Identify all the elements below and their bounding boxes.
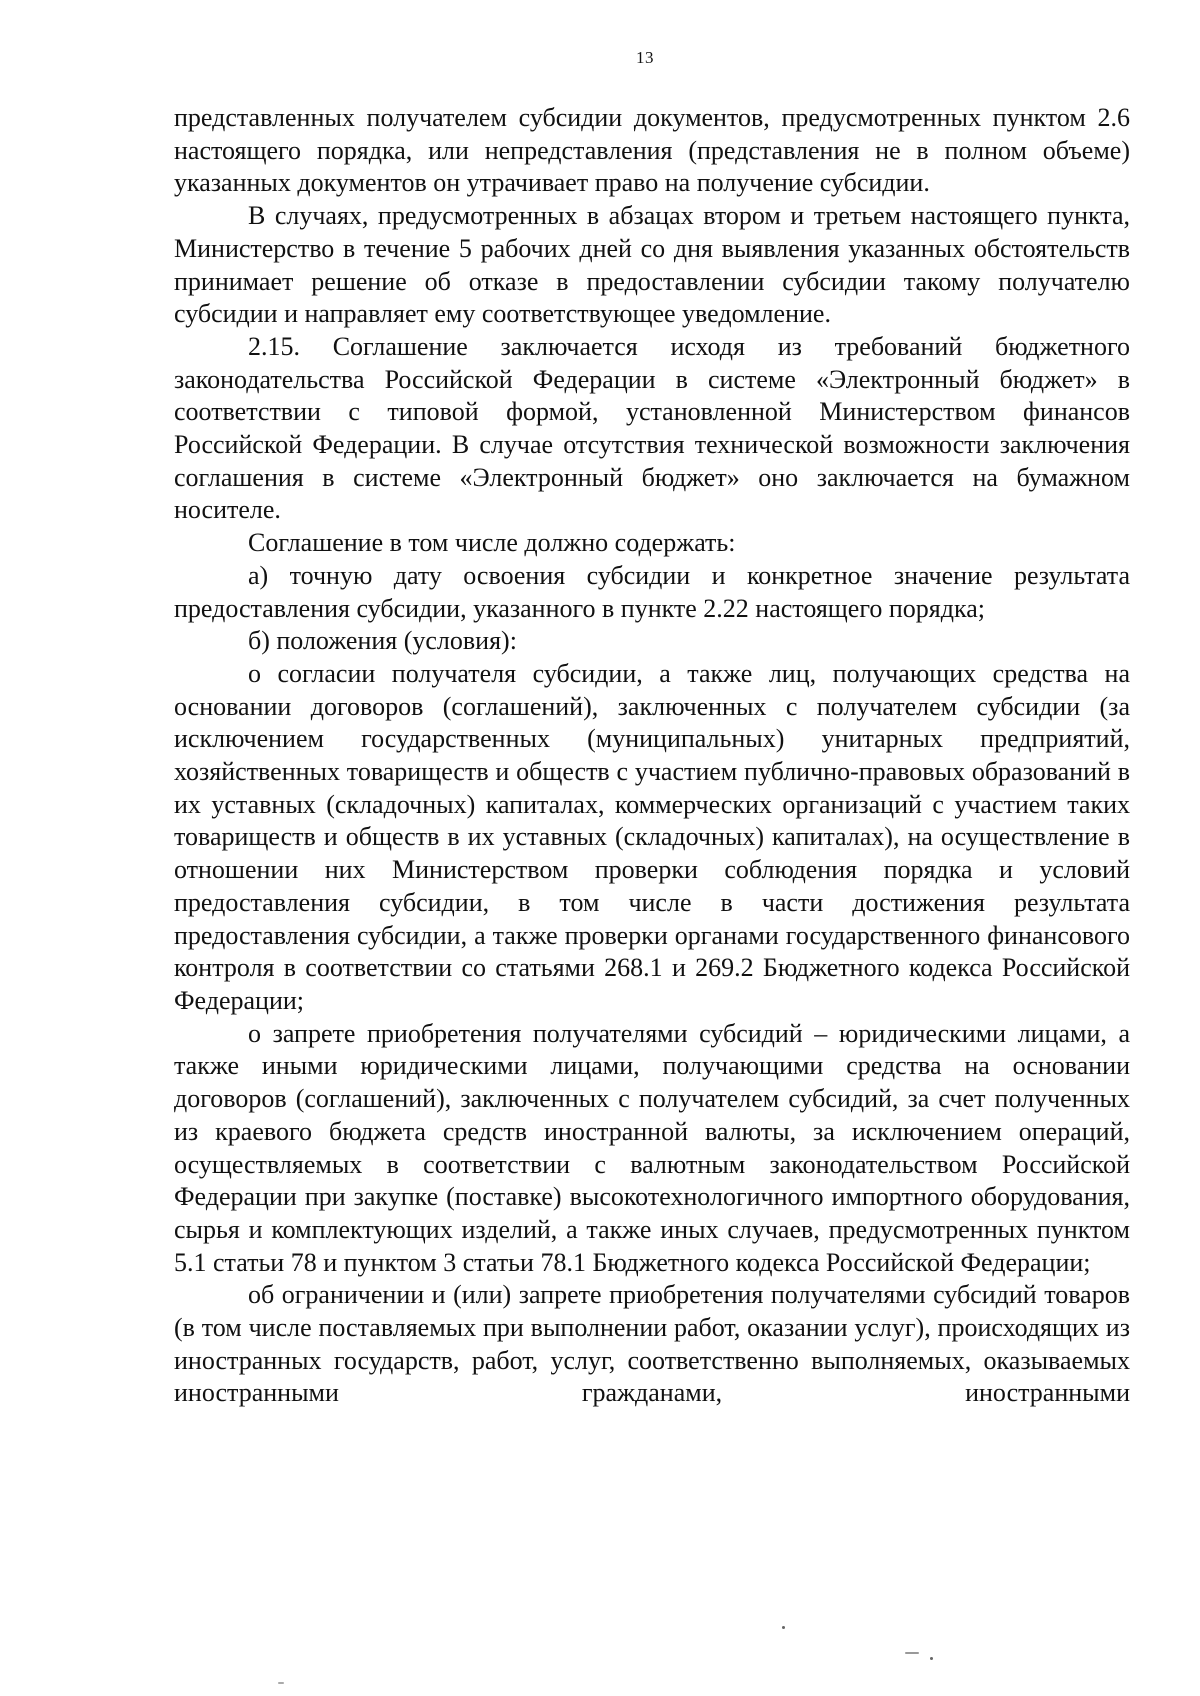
- paragraph: представленных получателем субсидии документов, предусмотренных пунктом 2.6 настоящего порядка, или непредставления (представления не в полном объеме) указанных документов он утрачивает право на получение субсидии.: [174, 103, 1130, 198]
- scan-speck: [905, 1652, 919, 1654]
- paragraph: об ограничении и (или) запрете приобретения получателями субсидий товаров (в том числе поставляемых при выполнении работ, оказании услуг), происходящих из иностранных государств, работ, услуг, соответственно выполняемых, оказываемых иностранными гражданами, иностранными: [174, 1280, 1130, 1408]
- scan-speck: [782, 1626, 785, 1629]
- scan-speck: [930, 1657, 933, 1660]
- body-text: [174, 102, 1130, 1410]
- scan-speck: [278, 1682, 284, 1684]
- paragraph: о согласии получателя субсидии, а также лиц, получающих средства на основании договоров (соглашений), заключенных с получателем субсидии (за исключением государственных (муниципальных) унитарных предприятий, хозяйственных товариществ и обществ с участием публично-правовых образований в их уставных (складочных) капиталах, коммерческих организаций с участием таких товариществ и обществ в их уставных (складочных) капиталах), на осуществление в отношении них Министерством проверки соблюдения порядка и условий предоставления субсидии, в том числе в части достижения результата предоставления субсидии, а также проверки органами государственного финансового контроля в соответствии со статьями 268.1 и 269.2 Бюджетного кодекса Российской Федерации;: [174, 658, 1130, 1015]
- paragraph: о запрете приобретения получателями субсидий – юридическими лицами, а также иными юридическими лицами, получающими средства на основании договоров (соглашений), заключенных с получателем субсидий, за счет полученных из краевого бюджета средств иностранной валюты, за исключением операций, осуществляемых в соответствии с валютным законодательством Российской Федерации при закупке (поставке) высокотехнологичного импортного оборудования, сырья и комплектующих изделий, а также иных случаев, предусмотренных пунктом 5.1 статьи 78 и пунктом 3 статьи 78.1 Бюджетного кодекса Российской Федерации;: [174, 1018, 1130, 1277]
- paragraph: а) точную дату освоения субсидии и конкретное значение результата предоставления субсидии, указанного в пункте 2.22 настоящего порядка;: [174, 560, 1130, 623]
- paragraph: В случаях, предусмотренных в абзацах втором и третьем настоящего пункта, Министерство в течение 5 рабочих дней со дня выявления указанных обстоятельств принимает решение об отказе в предоставлении субсидии такому получателю субсидии и направляет ему соответствующее уведомление.: [174, 201, 1130, 329]
- paragraph: Соглашение в том числе должно содержать:: [248, 528, 736, 558]
- paragraph: б) положения (условия):: [248, 626, 517, 656]
- paragraph: 2.15. Соглашение заключается исходя из требований бюджетного законодательства Российской Федерации в системе «Электронный бюджет» в соответствии с типовой формой, установленной Министерством финансов Российской Федерации. В случае отсутствия технической возможности заключения соглашения в системе «Электронный бюджет» оно заключается на бумажном носителе.: [174, 331, 1130, 525]
- page-number: 13: [636, 48, 654, 67]
